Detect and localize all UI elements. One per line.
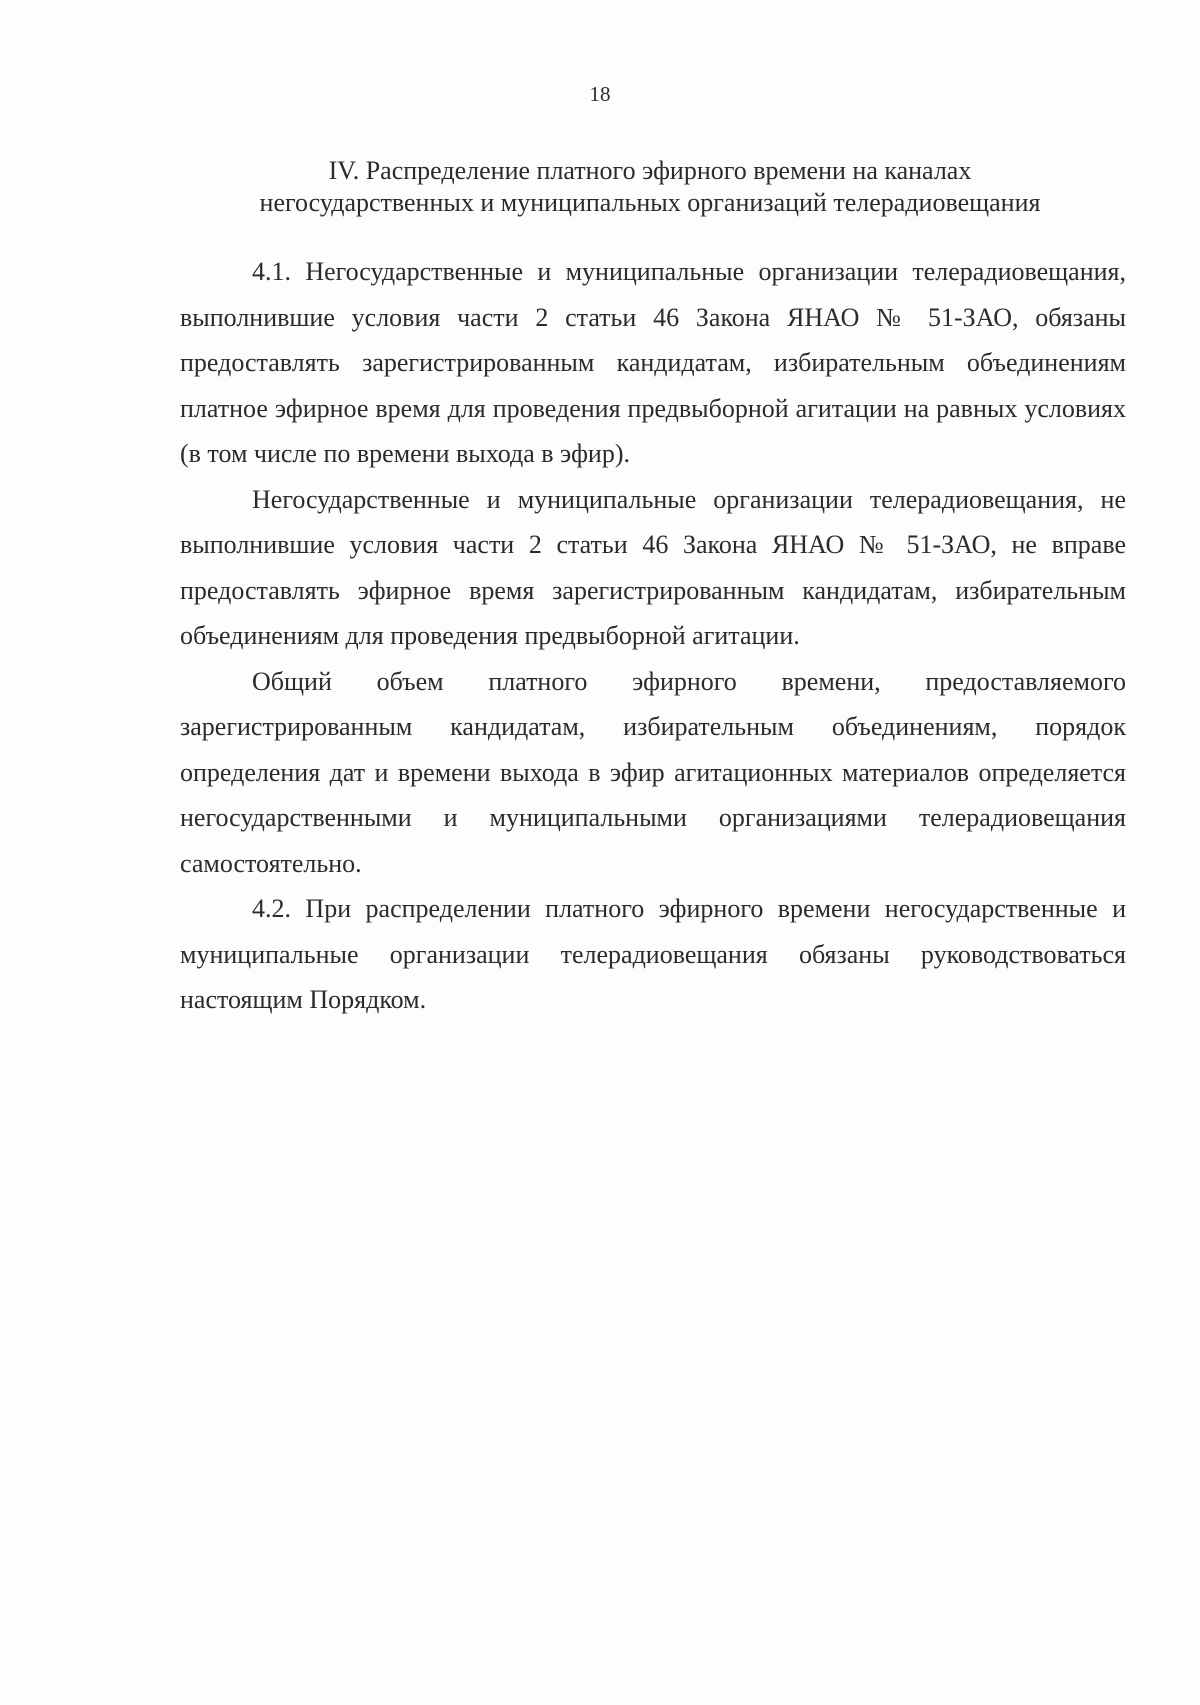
paragraph-4-1: 4.1. Негосударственные и муниципальные организации телерадиовещания, выполнившие условия части 2 статьи 46 Закона ЯНАО № 51-ЗАО, обязаны предоставлять зарегистрированным кандидатам, избирательным объединениям платное эфирное время для проведения предвыборной агитации на равных условиях (в том числе по времени выхода в эфир). [180, 257, 1126, 468]
page-number: 18 [589, 82, 611, 106]
body-text [180, 249, 1126, 1023]
paragraph-non-compliant-organizations: Негосударственные и муниципальные организации телерадиовещания, не выполнившие условия части 2 статьи 46 Закона ЯНАО № 51-ЗАО, не вправе предоставлять эфирное время зарегистрированным кандидатам, избирательным объединениям для проведения предвыборной агитации. [180, 484, 1126, 650]
section-title-line-2: негосударственных и муниципальных организаций телерадиовещания [259, 188, 1041, 217]
section-title-line-1: IV. Распределение платного эфирного времени на каналах [328, 156, 972, 185]
section-title [180, 155, 1120, 219]
paragraph-total-volume: Общий объем платного эфирного времени, предоставляемого зарегистрированным кандидатам, избирательным объединениям, порядок определения дат и времени выхода в эфир агитационных материалов определяется негосударственными и муниципальными организациями телерадиовещания самостоятельно. [180, 666, 1126, 878]
paragraph-4-2: 4.2. При распределении платного эфирного времени негосударственные и муниципальные организации телерадиовещания обязаны руководствоваться настоящим Порядком. [180, 894, 1126, 1014]
